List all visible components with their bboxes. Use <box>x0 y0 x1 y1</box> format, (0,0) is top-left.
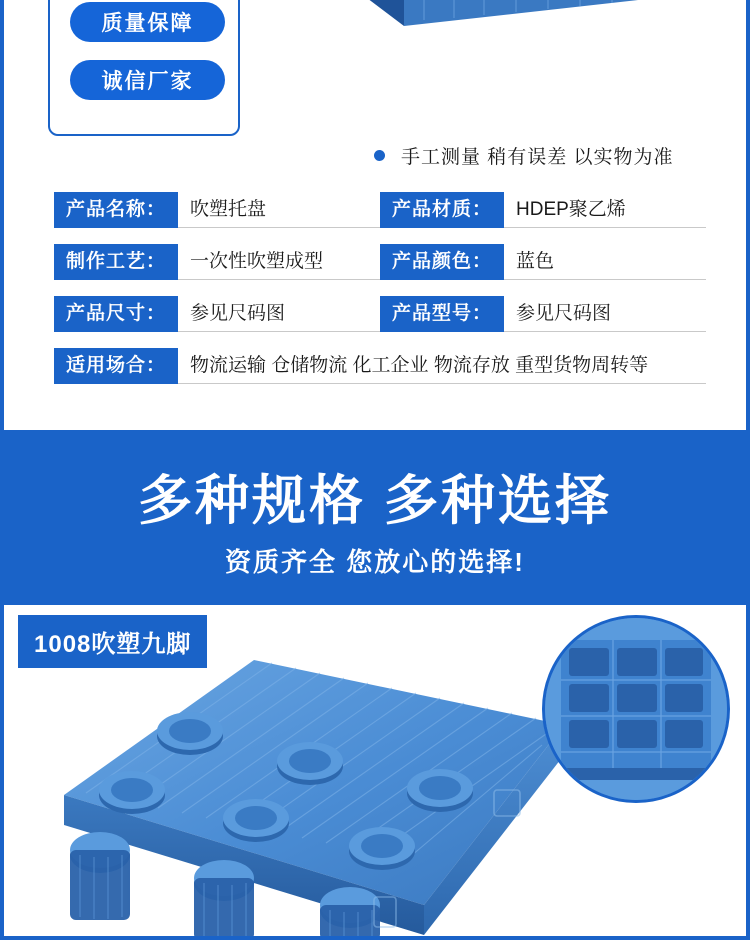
pallet-photo-top <box>254 0 684 130</box>
quality-badge-box <box>48 0 240 136</box>
banner-title: 多种规格 多种选择 <box>137 471 612 531</box>
spec-value: 参见尺码图 <box>504 296 706 332</box>
spec-value: 一次性吹塑成型 <box>178 244 380 280</box>
top-info-section <box>0 0 750 430</box>
badge-trusted-factory: 诚信厂家 <box>70 60 225 100</box>
spec-value: 参见尺码图 <box>178 296 380 332</box>
inset-thumbnail <box>542 615 730 803</box>
spec-label: 产品材质： <box>380 192 504 228</box>
spacer <box>54 228 706 244</box>
spec-label: 适用场合： <box>54 348 178 384</box>
spec-label: 产品颜色： <box>380 244 504 280</box>
spacer <box>54 332 706 348</box>
spec-label: 制作工艺： <box>54 244 178 280</box>
banner-subtitle: 资质齐全 您放心的选择! <box>225 547 525 577</box>
spec-cell-process <box>54 244 380 280</box>
model-tag: 1008吹塑九脚 <box>18 615 207 668</box>
top-product-photo <box>254 0 684 130</box>
spec-label: 产品尺寸： <box>54 296 178 332</box>
spec-cell-application <box>54 348 706 384</box>
measure-note-text: 手工测量 稍有误差 以实物为准 <box>401 147 674 168</box>
spec-row <box>54 296 706 332</box>
spec-value: HDEP聚乙烯 <box>504 192 706 228</box>
spec-row <box>54 244 706 280</box>
spec-label: 产品名称： <box>54 192 178 228</box>
badge-quality: 质量保障 <box>70 2 225 42</box>
spec-cell-product-name <box>54 192 380 228</box>
bullet-dot-icon <box>374 150 385 161</box>
spec-table <box>54 192 706 384</box>
spec-cell-size <box>54 296 380 332</box>
spec-row <box>54 348 706 384</box>
spec-label: 产品型号： <box>380 296 504 332</box>
promo-banner <box>0 430 750 605</box>
spec-value: 物流运输 仓储物流 化工企业 物流存放 重型货物周转等 <box>178 348 706 384</box>
pallet-thumbnail <box>545 618 727 800</box>
spec-cell-model <box>380 296 706 332</box>
spec-value: 吹塑托盘 <box>178 192 380 228</box>
spec-cell-material <box>380 192 706 228</box>
product-showcase-section <box>0 605 750 940</box>
spec-value: 蓝色 <box>504 244 706 280</box>
spec-cell-color <box>380 244 706 280</box>
spacer <box>54 280 706 296</box>
spec-row <box>54 192 706 228</box>
measure-note <box>374 142 674 169</box>
